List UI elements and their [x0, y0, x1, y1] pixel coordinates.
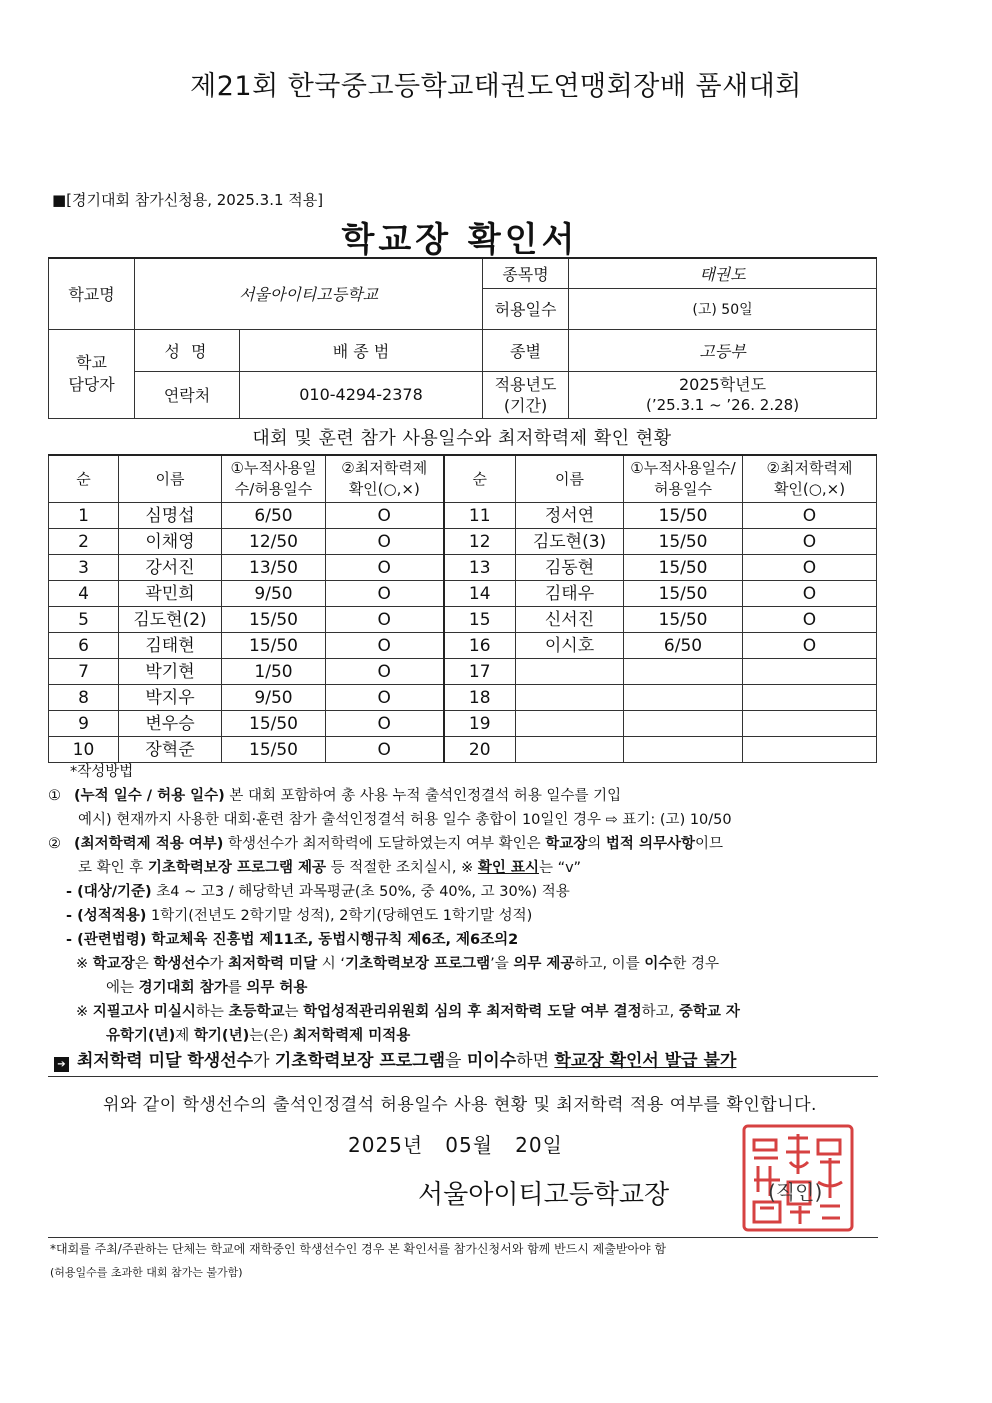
- cell-check: O: [326, 607, 444, 633]
- table-row: [49, 633, 877, 659]
- event-value: 태권도: [569, 258, 877, 288]
- cell-name: 장혁준: [119, 737, 222, 763]
- header-no: 순: [49, 455, 119, 503]
- document-title: 학교장 확인서: [341, 220, 579, 260]
- school-name-value: 서울아이티고등학교: [135, 258, 483, 329]
- cell-no: 9: [49, 711, 119, 737]
- cell-check: O: [743, 555, 877, 581]
- cell-check: O: [743, 581, 877, 607]
- table-row: [49, 581, 877, 607]
- cell-days: 15/50: [624, 529, 743, 555]
- cell-name: 김태현: [119, 633, 222, 659]
- header-no: 순: [444, 455, 516, 503]
- cell-no: 14: [444, 581, 516, 607]
- cell-name: 이시호: [516, 633, 624, 659]
- cell-check: O: [326, 685, 444, 711]
- cell-no: 20: [444, 737, 516, 763]
- writing-instructions: [48, 760, 878, 1048]
- header-name: 이름: [119, 455, 222, 503]
- remark-2: ※ 지필고사 미실시하는 초등학교는 학업성적관리위원회 심의 후 최저학력 도달 여부 결정하고, 중학교 자: [76, 1004, 740, 1020]
- cell-days: [624, 685, 743, 711]
- cell-no: 16: [444, 633, 516, 659]
- cell-days: 15/50: [624, 503, 743, 529]
- manager-name-value: 배 종 범: [240, 329, 483, 371]
- apply-year-cell: [569, 371, 877, 418]
- cell-days: 15/50: [222, 633, 326, 659]
- table-row: [49, 555, 877, 581]
- confirmation-statement: 위와 같이 학생선수의 출석인정결석 허용일수 사용 현황 및 최저학력 적용 여부를 확인합니다.: [103, 1095, 817, 1115]
- remark-1-line2: 에는 경기대회 참가를 의무 허용: [106, 980, 308, 996]
- status-table-title: 대회 및 훈련 참가 사용일수와 최저학력제 확인 현황: [252, 428, 672, 449]
- cell-days: [624, 659, 743, 685]
- cell-no: 11: [444, 503, 516, 529]
- cell-days: 9/50: [222, 685, 326, 711]
- cell-check: [743, 685, 877, 711]
- cell-days: 6/50: [222, 503, 326, 529]
- table-row: [49, 529, 877, 555]
- cell-name: 변우승: [119, 711, 222, 737]
- cell-check: O: [326, 711, 444, 737]
- cell-name: 김도현(3): [516, 529, 624, 555]
- division-label: 종별: [483, 329, 569, 371]
- cell-name: 박기현: [119, 659, 222, 685]
- cell-name: 강서진: [119, 555, 222, 581]
- cell-check: [743, 737, 877, 763]
- table-row: [49, 737, 877, 763]
- header-academic: ②최저학력제 확인(○,×): [743, 455, 877, 503]
- cell-days: 15/50: [624, 607, 743, 633]
- note-2: ② (최저학력제 적용 여부) 학생선수가 최저학력에 도달하였는지 여부 확인은 학교장의 법적 의무사항이므: [48, 836, 723, 852]
- cell-no: 6: [49, 633, 119, 659]
- cell-name: 심명섭: [119, 503, 222, 529]
- cell-check: O: [326, 633, 444, 659]
- cell-name: 박지우: [119, 685, 222, 711]
- cell-days: 15/50: [624, 581, 743, 607]
- note-sub-grades: - (성적적용) 1학기(전년도 2학기말 성적), 2학기(당해연도 1학기말 성적): [66, 908, 533, 924]
- notes-heading: *작성방법: [70, 764, 134, 780]
- header-days: ①누적사용일수/ 허용일수: [624, 455, 743, 503]
- table-row: [49, 607, 877, 633]
- school-info-table: [48, 257, 877, 419]
- cell-days: 15/50: [222, 737, 326, 763]
- cell-name: 정서연: [516, 503, 624, 529]
- remark-1: ※ 학교장은 학생선수가 최저학력 미달 시 ‘기초학력보장 프로그램’을 의무 제공하고, 이를 이수한 경우: [76, 956, 719, 972]
- cell-days: 12/50: [222, 529, 326, 555]
- usage-label: ■[경기대회 참가신청용, 2025.3.1 적용]: [52, 191, 324, 209]
- cell-days: 13/50: [222, 555, 326, 581]
- cell-no: 7: [49, 659, 119, 685]
- cell-no: 5: [49, 607, 119, 633]
- cell-no: 17: [444, 659, 516, 685]
- cell-days: [624, 711, 743, 737]
- cell-days: 15/50: [624, 555, 743, 581]
- cell-check: O: [743, 607, 877, 633]
- cell-check: O: [743, 503, 877, 529]
- cell-check: O: [326, 659, 444, 685]
- cell-days: 9/50: [222, 581, 326, 607]
- cell-name: [516, 737, 624, 763]
- cell-days: [624, 737, 743, 763]
- division-value: 고등부: [569, 329, 877, 371]
- cell-no: 18: [444, 685, 516, 711]
- cell-name: 김동현: [516, 555, 624, 581]
- header-name: 이름: [516, 455, 624, 503]
- school-name-label: 학교명: [49, 258, 135, 329]
- cell-check: [743, 711, 877, 737]
- note-sub-target: - (대상/기준) 초4 ~ 고3 / 해당학년 과목평균(초 50%, 중 40%, 고 30%) 적용: [66, 884, 570, 900]
- cell-days: 1/50: [222, 659, 326, 685]
- allowed-days-value: (고) 50일: [569, 288, 877, 329]
- manager-name-label: 성 명: [135, 329, 240, 371]
- cell-no: 2: [49, 529, 119, 555]
- contact-label: 연락처: [135, 371, 240, 418]
- seal-label: (직인): [768, 1180, 823, 1204]
- table-row: [49, 711, 877, 737]
- table-row: [49, 659, 877, 685]
- apply-period-value: (’25.3.1 ~ ’26. 2.28): [645, 395, 800, 414]
- cell-no: 10: [49, 737, 119, 763]
- contact-value: 010-4294-2378: [240, 371, 483, 418]
- status-table: [48, 454, 877, 763]
- footer-divider: [48, 1237, 878, 1238]
- cell-name: 신서진: [516, 607, 624, 633]
- box-arrow-icon: ➔: [54, 1057, 69, 1072]
- cell-days: 15/50: [222, 711, 326, 737]
- cell-check: O: [743, 529, 877, 555]
- event-title: 제21회 한국중고등학교태권도연맹회장배 품새대회: [190, 71, 802, 102]
- cell-no: 8: [49, 685, 119, 711]
- apply-year-label: 적용년도 (기간): [483, 371, 569, 418]
- cell-check: O: [326, 581, 444, 607]
- cell-days: 6/50: [624, 633, 743, 659]
- cell-name: [516, 685, 624, 711]
- note-1: ① (누적 일수 / 허용 일수) 본 대회 포함하여 총 사용 누적 출석인정결석 허용 일수를 기입: [48, 788, 622, 804]
- cell-no: 15: [444, 607, 516, 633]
- manager-label: 학교 담당자: [49, 329, 135, 418]
- header-academic: ②최저학력제 확인(○,×): [326, 455, 444, 503]
- cell-days: 15/50: [222, 607, 326, 633]
- cell-no: 3: [49, 555, 119, 581]
- cell-check: O: [326, 737, 444, 763]
- cell-no: 4: [49, 581, 119, 607]
- issue-date: 2025년 05월 20일: [348, 1133, 563, 1157]
- cell-no: 13: [444, 555, 516, 581]
- note-1-example: 예시) 현재까지 사용한 대회·훈련 참가 출석인정결석 허용 일수 총합이 10일인 경우 ⇨ 표기: (고) 10/50: [78, 812, 732, 828]
- note-sub-law: - (관련법령) 학교체육 진흥법 제11조, 동법시행규칙 제6조, 제6조의2: [66, 932, 519, 948]
- status-rows: [49, 503, 877, 763]
- cell-name: 곽민희: [119, 581, 222, 607]
- cell-name: 김태우: [516, 581, 624, 607]
- cell-check: O: [743, 633, 877, 659]
- cell-name: 이채영: [119, 529, 222, 555]
- footer-note-sub: (허용일수를 초과한 대회 참가는 불가함): [50, 1266, 243, 1279]
- cell-no: 12: [444, 529, 516, 555]
- cell-no: 1: [49, 503, 119, 529]
- cell-no: 19: [444, 711, 516, 737]
- cell-check: [743, 659, 877, 685]
- footer-note: *대회를 주최/주관하는 단체는 학교에 재학중인 학생선수인 경우 본 확인서를 참가신청서와 함께 반드시 제출받아야 함: [50, 1242, 667, 1256]
- cell-check: O: [326, 529, 444, 555]
- allowed-days-label: 허용일수: [483, 288, 569, 329]
- cell-name: [516, 711, 624, 737]
- cell-name: 김도현(2): [119, 607, 222, 633]
- remark-2-line2: 유학기(년)제 학기(년)는(은) 최저학력제 미적용: [106, 1028, 411, 1044]
- apply-year-value: 2025학년도: [678, 374, 767, 394]
- header-days: ①누적사용일 수/허용일수: [222, 455, 326, 503]
- table-row: [49, 685, 877, 711]
- cell-name: [516, 659, 624, 685]
- note-2-line2: 로 확인 후 기초학력보장 프로그램 제공 등 적절한 조치실시, ※ 확인 표시는 “v”: [78, 860, 581, 876]
- final-warning: ➔ 최저학력 미달 학생선수가 기초학력보장 프로그램을 미이수하면 학교장 확인서 발급 불가: [48, 1046, 878, 1077]
- event-label: 종목명: [483, 258, 569, 288]
- table-row: [49, 503, 877, 529]
- cell-check: O: [326, 503, 444, 529]
- principal-name: 서울아이티고등학교장: [418, 1180, 670, 1210]
- cell-check: O: [326, 555, 444, 581]
